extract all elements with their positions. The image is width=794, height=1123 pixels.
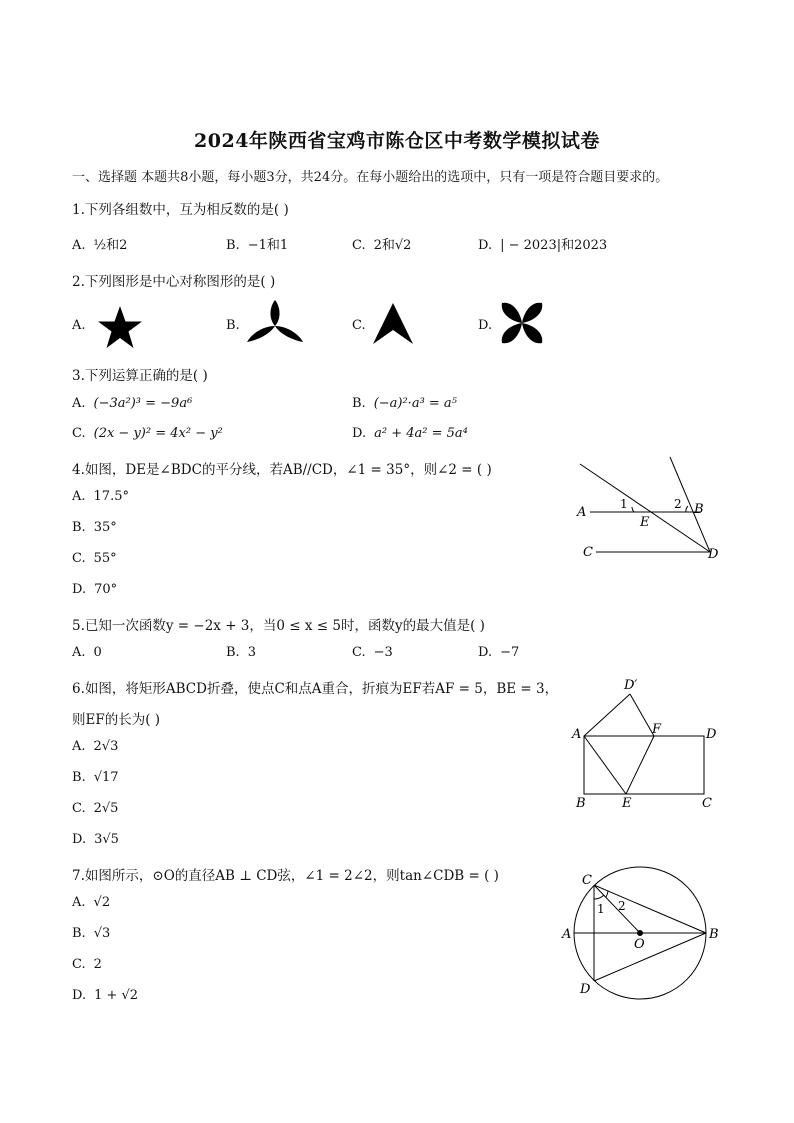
q4-label-c: C (583, 545, 593, 560)
q7-angle-1: 1 (597, 902, 605, 916)
q5-option-c[interactable]: C. −3 (352, 645, 393, 660)
q7-option-a[interactable]: A. √2 (72, 895, 111, 910)
q4-angle-1: 1 (620, 497, 628, 511)
q6-figure (568, 674, 728, 814)
q4-label-d: D (708, 547, 719, 562)
q7-label-o: O (634, 937, 645, 952)
q6-label-b: B (576, 796, 586, 811)
q2-option-a-label[interactable]: A. (72, 318, 86, 333)
question-6-stem-line1: 6.如图，将矩形ABCD折叠，使点C和点A重合，折痕为EF若AF = 5，BE = 3， (72, 681, 559, 697)
question-7-stem: 7.如图所示，⊙O的直径AB ⊥ CD弦，∠1 = 2∠2，则tan∠CDB = ( ) (72, 868, 499, 884)
q6-label-a: A (572, 727, 582, 742)
q7-option-b[interactable]: B. √3 (72, 926, 111, 941)
q6-label-d: D (706, 727, 717, 742)
q5-option-b[interactable]: B. 3 (226, 645, 256, 660)
three-petal-icon (246, 300, 304, 350)
q1-option-a[interactable]: A. ½和2 (72, 238, 128, 253)
q3-option-a[interactable]: A. (−3a²)³ = −9a⁶ (72, 396, 193, 411)
q4-figure (570, 452, 730, 564)
q4-option-a[interactable]: A. 17.5° (72, 489, 129, 504)
q6-label-d-prime: D′ (624, 678, 638, 693)
q2-option-c-label[interactable]: C. (352, 318, 366, 333)
question-4-stem: 4.如图，DE是∠BDC的平分线，若AB//CD，∠1 = 35°，则∠2 = ( ) (72, 462, 492, 478)
q7-option-c[interactable]: C. 2 (72, 957, 102, 972)
question-2-stem: 2.下列图形是中心对称图形的是( ) (72, 274, 276, 290)
q4-label-b: B (694, 502, 704, 517)
q7-label-a: A (562, 927, 572, 942)
q6-option-c[interactable]: C. 2√5 (72, 801, 119, 816)
q7-figure (556, 866, 726, 1002)
q7-label-d: D (580, 982, 591, 997)
q7-option-d[interactable]: D. 1 + √2 (72, 988, 139, 1003)
q7-angle-2: 2 (618, 899, 626, 913)
q2-option-d-label[interactable]: D. (478, 318, 493, 333)
q4-option-c[interactable]: C. 55° (72, 551, 117, 566)
q6-option-b[interactable]: B. √17 (72, 770, 119, 785)
page-title: 2024年陕西省宝鸡市陈仓区中考数学模拟试卷 (194, 130, 600, 152)
q6-option-d[interactable]: D. 3√5 (72, 832, 119, 847)
q3-option-c[interactable]: C. (2x − y)² = 4x² − y² (72, 426, 223, 441)
q4-label-e: E (640, 515, 650, 530)
q4-option-d[interactable]: D. 70° (72, 582, 118, 597)
q7-label-b: B (709, 927, 719, 942)
q6-label-f: F (652, 722, 662, 737)
arrowhead-icon (371, 302, 415, 346)
q6-label-e: E (622, 796, 632, 811)
q5-option-d[interactable]: D. −7 (478, 645, 520, 660)
q4-option-b[interactable]: B. 35° (72, 520, 117, 535)
q1-option-b[interactable]: B. −1和1 (226, 238, 289, 253)
star-icon (95, 304, 145, 350)
q2-option-b-label[interactable]: B. (226, 318, 240, 333)
question-3-stem: 3.下列运算正确的是( ) (72, 368, 208, 384)
four-petal-icon (498, 299, 546, 347)
q3-option-d[interactable]: D. a² + 4a² = 5a⁴ (352, 426, 468, 441)
question-6-stem-line2: 则EF的长为( ) (72, 712, 161, 728)
question-1-stem: 1.下列各组数中，互为相反数的是( ) (72, 202, 289, 218)
q5-option-a[interactable]: A. 0 (72, 645, 102, 660)
q4-angle-2: 2 (674, 497, 682, 511)
question-5-stem: 5.已知一次函数y = −2x + 3，当0 ≤ x ≤ 5时，函数y的最大值是( ) (72, 618, 485, 634)
q6-option-a[interactable]: A. 2√3 (72, 739, 119, 754)
q1-option-c[interactable]: C. 2和√2 (352, 238, 412, 253)
section-heading: 一、选择题 本题共8小题，每小题3分，共24分。在每小题给出的选项中，只有一项是符合题目要求的。 (72, 170, 669, 185)
q4-label-a: A (577, 505, 587, 520)
q3-option-b[interactable]: B. (−a)²·a³ = a⁵ (352, 396, 457, 411)
q1-option-d[interactable]: D. | − 2023|和2023 (478, 238, 608, 253)
q7-label-c: C (582, 873, 592, 888)
q6-label-c: C (702, 796, 712, 811)
